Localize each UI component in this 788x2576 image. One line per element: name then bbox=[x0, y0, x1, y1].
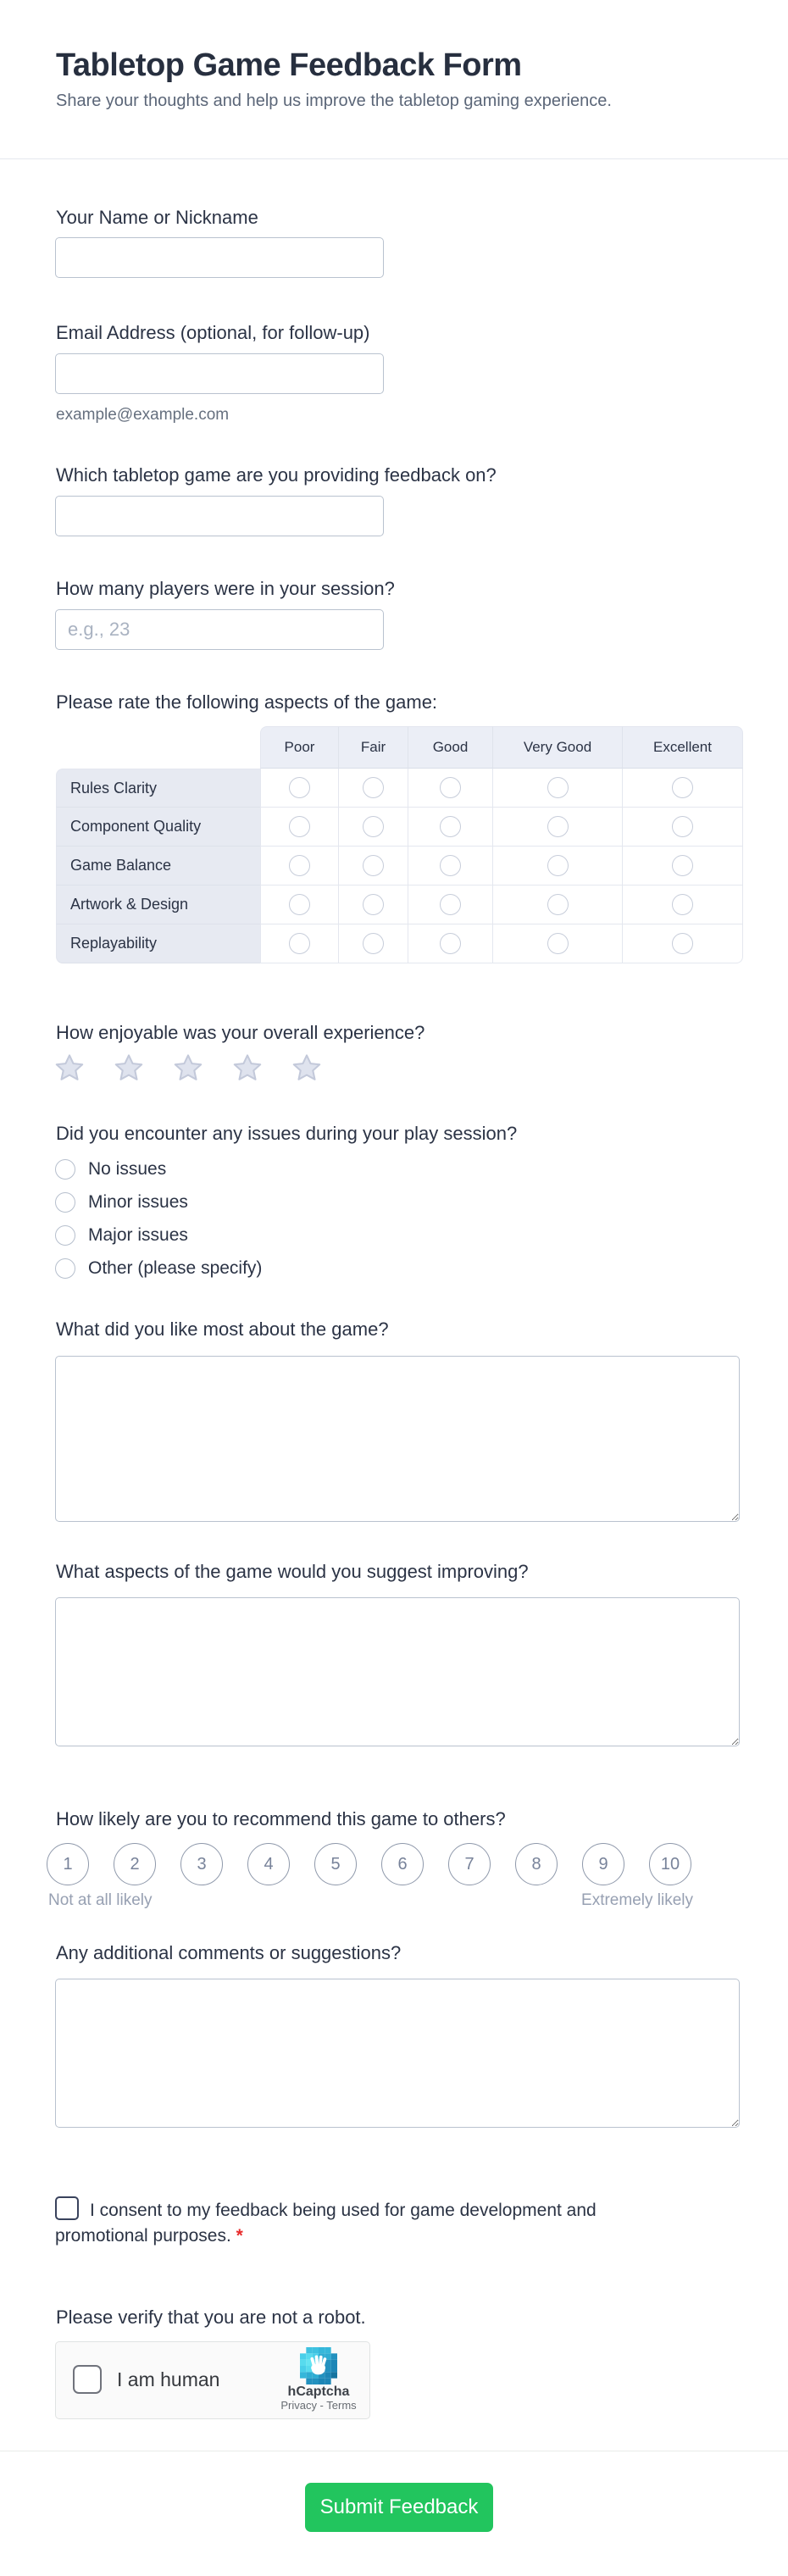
matrix-radio[interactable] bbox=[289, 894, 310, 915]
page-title: Tabletop Game Feedback Form bbox=[56, 47, 522, 83]
matrix-cell[interactable] bbox=[408, 886, 493, 924]
hcaptcha-widget bbox=[55, 2341, 370, 2419]
issues-label: Did you encounter any issues during your play session? bbox=[56, 1123, 518, 1144]
matrix-cell[interactable] bbox=[339, 808, 408, 847]
radio-option-label: Major issues bbox=[88, 1224, 188, 1245]
liked-textarea[interactable] bbox=[55, 1356, 740, 1522]
matrix-cell[interactable] bbox=[339, 886, 408, 924]
matrix-radio[interactable] bbox=[363, 894, 384, 915]
radio-option[interactable] bbox=[55, 1258, 262, 1278]
matrix-radio[interactable] bbox=[672, 855, 693, 876]
rating-matrix bbox=[56, 726, 743, 963]
matrix-radio[interactable] bbox=[672, 777, 693, 798]
nps-option[interactable]: 3 bbox=[180, 1843, 223, 1885]
matrix-cell[interactable] bbox=[623, 886, 743, 924]
players-label: How many players were in your session? bbox=[56, 578, 395, 599]
nps-label: How likely are you to recommend this game to others? bbox=[56, 1808, 506, 1829]
players-input[interactable] bbox=[55, 609, 384, 650]
star-icon[interactable] bbox=[291, 1052, 323, 1085]
consent-checkbox[interactable] bbox=[55, 2196, 79, 2220]
matrix-col-header: Poor bbox=[260, 726, 339, 769]
liked-label: What did you like most about the game? bbox=[56, 1319, 389, 1340]
issues-radio-group bbox=[55, 1159, 262, 1278]
matrix-corner-cell bbox=[56, 726, 260, 769]
nps-option[interactable]: 2 bbox=[114, 1843, 156, 1885]
captcha-brand-text: hCaptcha bbox=[287, 2384, 350, 2399]
captcha-checkbox[interactable] bbox=[73, 2365, 102, 2394]
matrix-cell[interactable] bbox=[623, 769, 743, 808]
radio-option-label: Minor issues bbox=[88, 1191, 188, 1212]
matrix-cell[interactable] bbox=[260, 847, 339, 886]
matrix-cell[interactable] bbox=[260, 808, 339, 847]
consent-line-2 bbox=[55, 2223, 743, 2249]
matrix-cell[interactable] bbox=[408, 847, 493, 886]
email-input[interactable] bbox=[55, 353, 384, 394]
required-asterisk: * bbox=[236, 2226, 243, 2246]
captcha-privacy-terms-links[interactable]: Privacy - Terms bbox=[280, 2399, 357, 2412]
nps-option[interactable]: 8 bbox=[515, 1843, 558, 1885]
matrix-radio[interactable] bbox=[672, 816, 693, 837]
nps-option[interactable]: 9 bbox=[582, 1843, 624, 1885]
radio-option[interactable] bbox=[55, 1225, 262, 1245]
matrix-cell[interactable] bbox=[493, 808, 623, 847]
improve-textarea[interactable] bbox=[55, 1597, 740, 1746]
matrix-row-label: Rules Clarity bbox=[56, 769, 260, 808]
matrix-radio[interactable] bbox=[672, 894, 693, 915]
radio-option[interactable] bbox=[55, 1192, 262, 1212]
matrix-cell[interactable] bbox=[493, 769, 623, 808]
name-input[interactable] bbox=[55, 237, 384, 278]
nps-max-label: Extremely likely bbox=[581, 1891, 693, 1909]
star-icon[interactable] bbox=[172, 1052, 204, 1085]
nps-scale bbox=[47, 1843, 691, 1885]
email-hint: example@example.com bbox=[56, 406, 230, 424]
matrix-row-label: Component Quality bbox=[56, 808, 260, 847]
matrix-cell[interactable] bbox=[493, 847, 623, 886]
matrix-cell[interactable] bbox=[623, 808, 743, 847]
stars-label: How enjoyable was your overall experience? bbox=[56, 1022, 425, 1043]
matrix-radio[interactable] bbox=[440, 855, 461, 876]
matrix-radio[interactable] bbox=[547, 933, 569, 954]
matrix-radio[interactable] bbox=[440, 894, 461, 915]
matrix-cell[interactable] bbox=[408, 808, 493, 847]
comments-textarea[interactable] bbox=[55, 1979, 740, 2128]
comments-label: Any additional comments or suggestions? bbox=[56, 1942, 402, 1963]
matrix-radio[interactable] bbox=[672, 933, 693, 954]
radio-option-label: Other (please specify) bbox=[88, 1257, 263, 1278]
matrix-col-header: Good bbox=[408, 726, 493, 769]
radio-icon[interactable] bbox=[55, 1258, 75, 1279]
radio-icon[interactable] bbox=[55, 1225, 75, 1246]
captcha-label: Please verify that you are not a robot. bbox=[56, 2307, 366, 2328]
matrix-col-header: Excellent bbox=[623, 726, 743, 769]
submit-button-label: Submit Feedback bbox=[319, 2496, 479, 2518]
nps-option[interactable]: 6 bbox=[381, 1843, 424, 1885]
submit-button[interactable] bbox=[305, 2483, 493, 2532]
matrix-cell[interactable] bbox=[260, 924, 339, 963]
matrix-radio[interactable] bbox=[289, 855, 310, 876]
matrix-cell[interactable] bbox=[339, 847, 408, 886]
email-label: Email Address (optional, for follow-up) bbox=[56, 322, 370, 343]
header-divider bbox=[0, 158, 788, 159]
matrix-cell[interactable] bbox=[408, 769, 493, 808]
matrix-label: Please rate the following aspects of the game: bbox=[56, 691, 438, 713]
nps-option[interactable]: 10 bbox=[649, 1843, 691, 1885]
matrix-radio[interactable] bbox=[440, 933, 461, 954]
matrix-cell[interactable] bbox=[623, 847, 743, 886]
matrix-radio[interactable] bbox=[547, 894, 569, 915]
captcha-brand-box bbox=[278, 2347, 359, 2412]
matrix-col-header: Very Good bbox=[493, 726, 623, 769]
star-rating bbox=[53, 1052, 323, 1085]
matrix-cell[interactable] bbox=[493, 924, 623, 963]
matrix-radio[interactable] bbox=[547, 816, 569, 837]
matrix-cell[interactable] bbox=[339, 769, 408, 808]
star-icon[interactable] bbox=[53, 1052, 86, 1085]
nps-option[interactable]: 5 bbox=[314, 1843, 357, 1885]
matrix-cell[interactable] bbox=[260, 886, 339, 924]
matrix-cell[interactable] bbox=[260, 769, 339, 808]
game-label: Which tabletop game are you providing feedback on? bbox=[56, 464, 497, 486]
consent-field bbox=[55, 2196, 743, 2249]
matrix-radio[interactable] bbox=[363, 816, 384, 837]
matrix-row-label: Replayability bbox=[56, 924, 260, 963]
radio-option[interactable] bbox=[55, 1159, 262, 1179]
nps-min-label: Not at all likely bbox=[48, 1891, 153, 1909]
radio-icon[interactable] bbox=[55, 1192, 75, 1213]
radio-icon[interactable] bbox=[55, 1159, 75, 1180]
game-input[interactable] bbox=[55, 496, 384, 536]
hcaptcha-logo-icon bbox=[300, 2347, 337, 2384]
nps-option[interactable]: 4 bbox=[247, 1843, 290, 1885]
improve-label: What aspects of the game would you suggest improving? bbox=[56, 1561, 529, 1582]
matrix-col-header: Fair bbox=[339, 726, 408, 769]
matrix-cell[interactable] bbox=[408, 924, 493, 963]
consent-text-2: promotional purposes. bbox=[55, 2226, 231, 2246]
matrix-cell[interactable] bbox=[339, 924, 408, 963]
consent-line-1 bbox=[55, 2196, 743, 2223]
matrix-radio[interactable] bbox=[547, 855, 569, 876]
star-icon[interactable] bbox=[231, 1052, 264, 1085]
matrix-radio[interactable] bbox=[289, 933, 310, 954]
matrix-radio[interactable] bbox=[363, 933, 384, 954]
nps-option[interactable]: 1 bbox=[47, 1843, 89, 1885]
star-icon[interactable] bbox=[113, 1052, 145, 1085]
radio-option-label: No issues bbox=[88, 1158, 167, 1179]
page-subtitle: Share your thoughts and help us improve the tabletop gaming experience. bbox=[56, 92, 612, 110]
matrix-radio[interactable] bbox=[440, 816, 461, 837]
matrix-radio[interactable] bbox=[363, 777, 384, 798]
matrix-radio[interactable] bbox=[289, 816, 310, 837]
matrix-radio[interactable] bbox=[289, 777, 310, 798]
consent-text-1: I consent to my feedback being used for game development and bbox=[90, 2201, 597, 2220]
matrix-radio[interactable] bbox=[363, 855, 384, 876]
matrix-radio[interactable] bbox=[547, 777, 569, 798]
matrix-cell[interactable] bbox=[623, 924, 743, 963]
matrix-cell[interactable] bbox=[493, 886, 623, 924]
nps-option[interactable]: 7 bbox=[448, 1843, 491, 1885]
name-label: Your Name or Nickname bbox=[56, 207, 258, 228]
matrix-radio[interactable] bbox=[440, 777, 461, 798]
matrix-row-label: Game Balance bbox=[56, 847, 260, 886]
matrix-row-label: Artwork & Design bbox=[56, 886, 260, 924]
captcha-checkbox-label: I am human bbox=[117, 2368, 220, 2390]
